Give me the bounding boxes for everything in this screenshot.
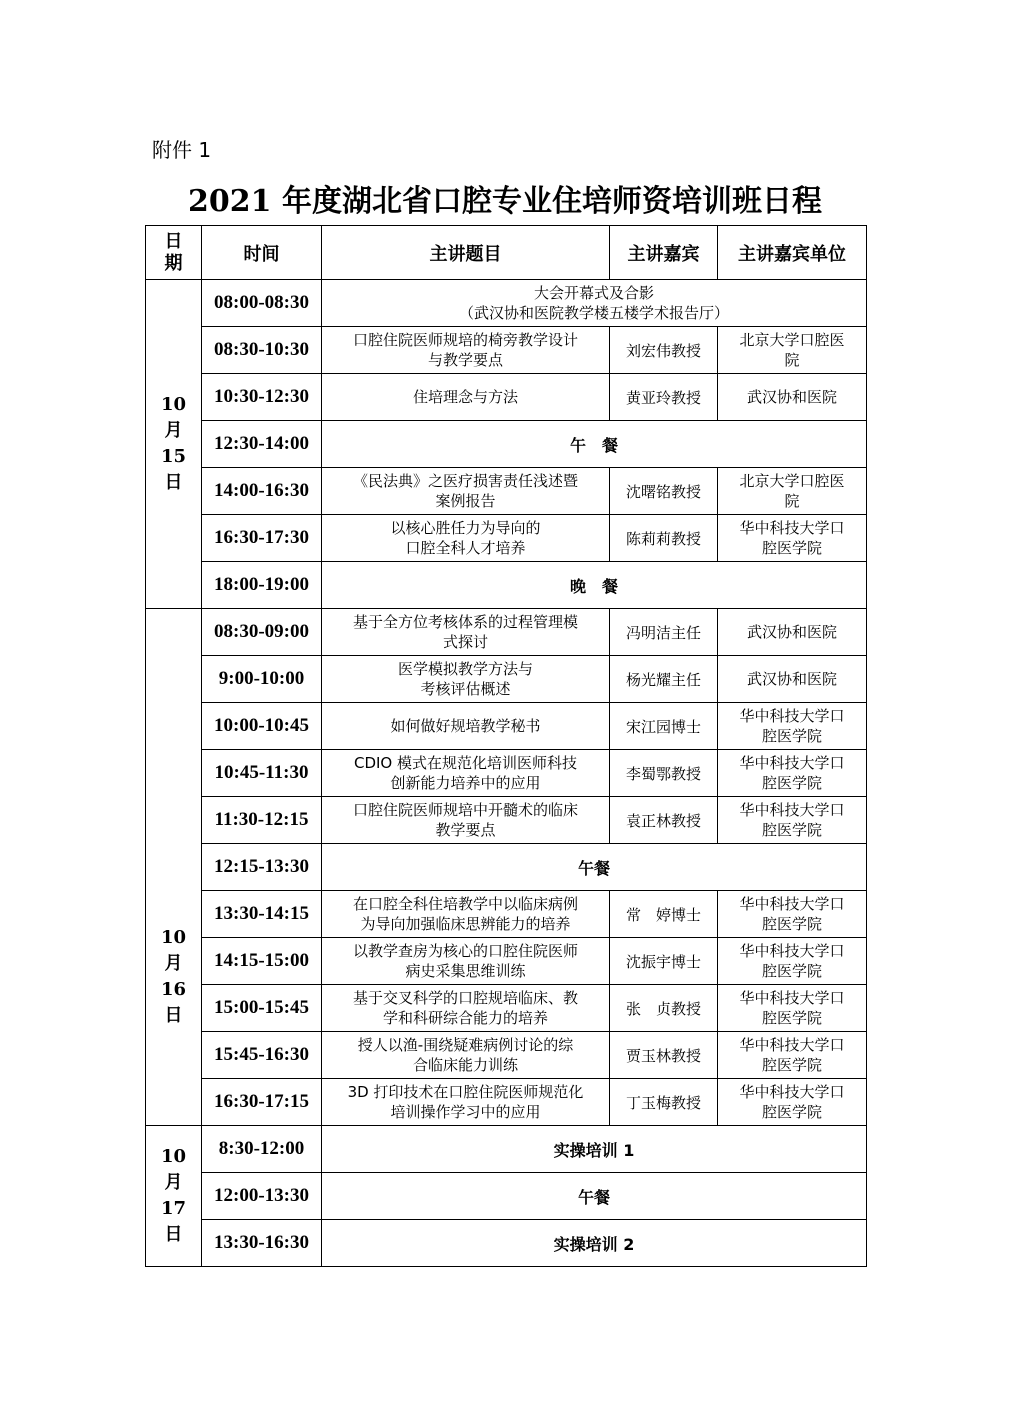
unit-line: 武汉协和医院 — [746, 623, 837, 641]
table-row — [146, 1173, 867, 1220]
unit-line: 院 — [784, 351, 800, 369]
unit-cell — [718, 327, 867, 374]
unit-cell — [718, 374, 867, 421]
header-row — [146, 226, 867, 280]
header-date-line1: 日 — [164, 230, 183, 252]
speaker-cell: 陈莉莉教授 — [610, 515, 718, 562]
time-cell: 14:15-15:00 — [202, 938, 322, 985]
time-cell: 14:00-16:30 — [202, 468, 322, 515]
unit-cell — [718, 938, 867, 985]
unit-line: 腔医学院 — [761, 1009, 822, 1027]
unit-cell — [718, 985, 867, 1032]
time-cell: 16:30-17:30 — [202, 515, 322, 562]
topic-line: 《民法典》之医疗损害责任浅述暨 — [352, 472, 578, 490]
unit-line: 腔医学院 — [761, 539, 822, 557]
date-line: 日 — [164, 1224, 183, 1245]
topic-line: 在口腔全科住培教学中以临床病例 — [352, 895, 578, 913]
header-time: 时间 — [202, 226, 322, 280]
topic-cell — [322, 515, 610, 562]
speaker-cell: 贾玉林教授 — [610, 1032, 718, 1079]
table-row — [146, 703, 867, 750]
table-row — [146, 280, 867, 327]
topic-line: 以教学查房为核心的口腔住院医师 — [352, 942, 578, 960]
table-row — [146, 327, 867, 374]
date-line: 日 — [164, 472, 183, 493]
event-line: 大会开幕式及合影 — [533, 284, 654, 302]
unit-line: 华中科技大学口 — [739, 519, 845, 537]
topic-line: 基于全方位考核体系的过程管理模 — [352, 613, 578, 631]
topic-cell — [322, 468, 610, 515]
unit-cell — [718, 1032, 867, 1079]
table-row — [146, 468, 867, 515]
topic-line: 培训操作学习中的应用 — [390, 1103, 541, 1121]
unit-line: 华中科技大学口 — [739, 1083, 845, 1101]
unit-cell — [718, 656, 867, 703]
unit-line: 华中科技大学口 — [739, 801, 845, 819]
table-row — [146, 656, 867, 703]
topic-line: 如何做好规培教学秘书 — [390, 717, 541, 735]
topic-line: 口腔住院医师规培的椅旁教学设计 — [352, 331, 578, 349]
unit-line: 华中科技大学口 — [739, 1036, 845, 1054]
unit-line: 华中科技大学口 — [739, 895, 845, 913]
session-label-cell: 午餐 — [322, 844, 867, 891]
table-row — [146, 374, 867, 421]
time-cell: 9:00-10:00 — [202, 656, 322, 703]
time-cell: 12:00-13:30 — [202, 1173, 322, 1220]
date-line: 10 — [160, 927, 187, 948]
speaker-cell: 张 贞教授 — [610, 985, 718, 1032]
speaker-cell: 沈曙铭教授 — [610, 468, 718, 515]
speaker-cell: 冯明洁主任 — [610, 609, 718, 656]
time-cell: 10:00-10:45 — [202, 703, 322, 750]
topic-line: 授人以渔-围绕疑难病例讨论的综 — [357, 1036, 574, 1054]
event-line: （武汉协和医院教学楼五楼学术报告厅） — [458, 304, 729, 322]
date-line: 日 — [164, 1005, 183, 1026]
topic-cell — [322, 374, 610, 421]
topic-cell — [322, 1032, 610, 1079]
session-label-cell: 实操培训 2 — [322, 1220, 867, 1267]
topic-line: 医学模拟教学方法与 — [397, 660, 533, 678]
session-label-cell: 晚 餐 — [322, 562, 867, 609]
header-speaker: 主讲嘉宾 — [610, 226, 718, 280]
table-row — [146, 891, 867, 938]
speaker-cell: 宋江园博士 — [610, 703, 718, 750]
session-label-cell: 午餐 — [322, 1173, 867, 1220]
time-cell: 13:30-14:15 — [202, 891, 322, 938]
time-cell: 15:00-15:45 — [202, 985, 322, 1032]
topic-line: 合临床能力训练 — [412, 1056, 518, 1074]
topic-cell — [322, 797, 610, 844]
header-unit: 主讲嘉宾单位 — [718, 226, 867, 280]
date-line: 10 — [160, 1146, 187, 1167]
time-cell: 15:45-16:30 — [202, 1032, 322, 1079]
unit-line: 北京大学口腔医 — [739, 472, 845, 490]
unit-line: 华中科技大学口 — [739, 707, 845, 725]
topic-line: 学和科研综合能力的培养 — [382, 1009, 548, 1027]
table-row — [146, 1126, 867, 1173]
table-row — [146, 750, 867, 797]
date-cell — [146, 1126, 202, 1267]
topic-cell — [322, 750, 610, 797]
unit-cell — [718, 515, 867, 562]
table-row — [146, 1079, 867, 1126]
time-cell: 08:30-10:30 — [202, 327, 322, 374]
session-label-cell: 实操培训 1 — [322, 1126, 867, 1173]
unit-line: 武汉协和医院 — [746, 670, 837, 688]
topic-line: 案例报告 — [435, 492, 496, 510]
topic-line: 病史采集思维训练 — [405, 962, 526, 980]
speaker-cell: 李蜀鄂教授 — [610, 750, 718, 797]
topic-line: 与教学要点 — [427, 351, 503, 369]
date-line: 17 — [160, 1198, 187, 1219]
table-row — [146, 609, 867, 656]
speaker-cell: 常 婷博士 — [610, 891, 718, 938]
time-cell: 08:30-09:00 — [202, 609, 322, 656]
topic-cell — [322, 327, 610, 374]
unit-line: 武汉协和医院 — [746, 388, 837, 406]
topic-line: 考核评估概述 — [420, 680, 511, 698]
time-cell: 12:30-14:00 — [202, 421, 322, 468]
unit-line: 华中科技大学口 — [739, 989, 845, 1007]
unit-line: 腔医学院 — [761, 821, 822, 839]
table-row — [146, 985, 867, 1032]
unit-line: 院 — [784, 492, 800, 510]
unit-line: 腔医学院 — [761, 915, 822, 933]
speaker-cell: 袁正林教授 — [610, 797, 718, 844]
time-cell: 8:30-12:00 — [202, 1126, 322, 1173]
header-date — [146, 226, 202, 280]
topic-cell — [322, 891, 610, 938]
unit-cell — [718, 609, 867, 656]
speaker-cell: 刘宏伟教授 — [610, 327, 718, 374]
time-cell: 13:30-16:30 — [202, 1220, 322, 1267]
date-line: 月 — [164, 420, 183, 441]
unit-cell — [718, 468, 867, 515]
date-line: 月 — [164, 1172, 183, 1193]
time-cell: 18:00-19:00 — [202, 562, 322, 609]
date-line: 月 — [164, 953, 183, 974]
annex-label: 附件 1 — [152, 138, 212, 162]
document-title: 2021 年度湖北省口腔专业住培师资培训班日程 — [188, 184, 822, 219]
topic-line: 教学要点 — [435, 821, 496, 839]
topic-line: 口腔全科人才培养 — [405, 539, 526, 557]
time-cell: 16:30-17:15 — [202, 1079, 322, 1126]
time-cell: 11:30-12:15 — [202, 797, 322, 844]
speaker-cell: 丁玉梅教授 — [610, 1079, 718, 1126]
time-cell: 10:45-11:30 — [202, 750, 322, 797]
topic-cell — [322, 1079, 610, 1126]
schedule-body — [146, 280, 867, 1267]
topic-cell — [322, 985, 610, 1032]
topic-line: 住培理念与方法 — [412, 388, 518, 406]
unit-line: 腔医学院 — [761, 1056, 822, 1074]
speaker-cell: 黄亚玲教授 — [610, 374, 718, 421]
unit-line: 华中科技大学口 — [739, 942, 845, 960]
unit-line: 北京大学口腔医 — [739, 331, 845, 349]
topic-cell — [322, 938, 610, 985]
table-row — [146, 1032, 867, 1079]
event-cell — [322, 280, 867, 327]
topic-cell — [322, 609, 610, 656]
date-cell — [146, 609, 202, 1126]
unit-line: 腔医学院 — [761, 774, 822, 792]
speaker-cell: 沈振宇博士 — [610, 938, 718, 985]
unit-line: 腔医学院 — [761, 727, 822, 745]
unit-cell — [718, 891, 867, 938]
topic-line: 为导向加强临床思辨能力的培养 — [360, 915, 571, 933]
unit-line: 华中科技大学口 — [739, 754, 845, 772]
topic-line: 以核心胜任力为导向的 — [390, 519, 541, 537]
unit-cell — [718, 1079, 867, 1126]
speaker-cell: 杨光耀主任 — [610, 656, 718, 703]
table-row — [146, 797, 867, 844]
topic-line: 3D 打印技术在口腔住院医师规范化 — [347, 1083, 584, 1101]
unit-cell — [718, 797, 867, 844]
topic-line: 基于交叉科学的口腔规培临床、教 — [352, 989, 578, 1007]
session-label-cell: 午 餐 — [322, 421, 867, 468]
table-row — [146, 515, 867, 562]
topic-cell — [322, 703, 610, 750]
table-row — [146, 1220, 867, 1267]
date-line: 16 — [160, 979, 187, 1000]
unit-line: 腔医学院 — [761, 1103, 822, 1121]
topic-line: CDIO 模式在规范化培训医师科技 — [353, 754, 578, 772]
date-line: 10 — [160, 394, 187, 415]
topic-cell — [322, 656, 610, 703]
table-row — [146, 938, 867, 985]
topic-line: 创新能力培养中的应用 — [390, 774, 541, 792]
unit-line: 腔医学院 — [761, 962, 822, 980]
table-row — [146, 844, 867, 891]
topic-line: 式探讨 — [442, 633, 488, 651]
date-line: 15 — [160, 446, 187, 467]
unit-cell — [718, 750, 867, 797]
topic-line: 口腔住院医师规培中开髓术的临床 — [352, 801, 578, 819]
header-topic: 主讲题目 — [322, 226, 610, 280]
time-cell: 08:00-08:30 — [202, 280, 322, 327]
date-cell — [146, 280, 202, 609]
schedule-table — [145, 225, 867, 1267]
table-row — [146, 421, 867, 468]
time-cell: 12:15-13:30 — [202, 844, 322, 891]
time-cell: 10:30-12:30 — [202, 374, 322, 421]
table-row — [146, 562, 867, 609]
unit-cell — [718, 703, 867, 750]
header-date-line2: 期 — [164, 252, 183, 274]
